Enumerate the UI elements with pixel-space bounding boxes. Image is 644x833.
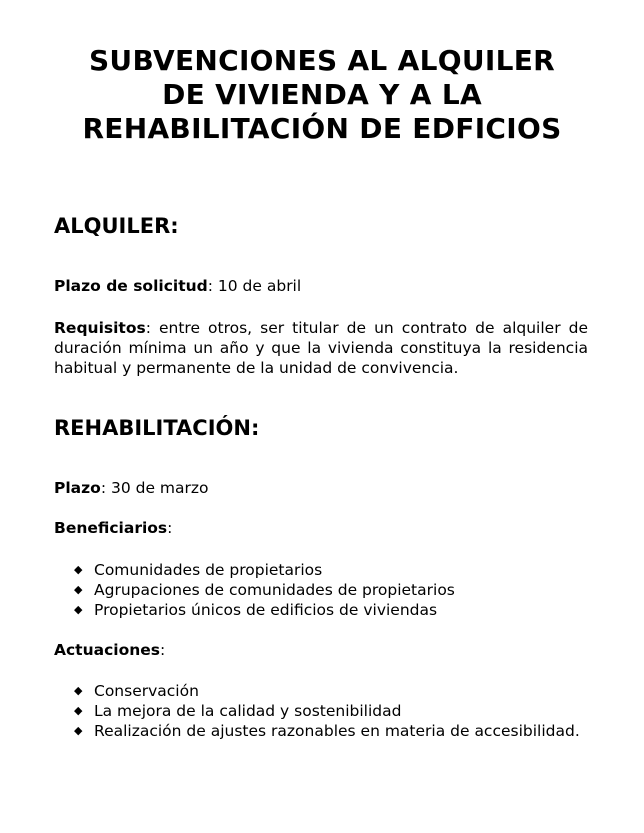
alquiler-requisitos-value: : entre otros, ser titular de un contrato de alquiler de duración mínima un año y que la vivienda constituya la residencia habitual y permanente de la unidad de convivencia.: [54, 319, 588, 377]
diamond-bullet-icon: ◆: [74, 583, 83, 596]
title-line-3: REHABILITACIÓN DE EDFICIOS: [82, 112, 562, 145]
list-item: [74, 580, 588, 600]
title-line-2: DE VIVIENDA Y A LA: [162, 78, 482, 111]
section-heading-alquiler: [54, 213, 179, 239]
list-item: [74, 721, 588, 741]
diamond-bullet-icon: ◆: [74, 684, 83, 697]
list-item-text: Agrupaciones de comunidades de propietarios: [94, 581, 455, 599]
alquiler-plazo: [54, 276, 588, 296]
diamond-bullet-icon: ◆: [74, 563, 83, 576]
section-heading-alquiler-text: ALQUILER: [54, 214, 171, 238]
rehabilitacion-plazo-value: : 30 de marzo: [100, 479, 209, 497]
alquiler-requisitos: [54, 318, 588, 378]
list-item: [74, 600, 588, 620]
diamond-bullet-icon: ◆: [74, 704, 83, 717]
list-item-text: Conservación: [94, 682, 199, 700]
rehabilitacion-plazo-label: Plazo: [54, 479, 101, 497]
list-item: [74, 560, 588, 580]
list-item: [74, 681, 588, 701]
diamond-bullet-icon: ◆: [74, 724, 83, 737]
title-line-1: SUBVENCIONES AL ALQUILER: [88, 44, 556, 77]
rehabilitacion-plazo: [54, 478, 588, 498]
diamond-bullet-icon: ◆: [74, 603, 83, 616]
actuaciones-list: [74, 681, 588, 741]
section-heading-rehabilitacion: [54, 415, 259, 441]
document-title: [40, 44, 604, 146]
section-heading-rehabilitacion-colon: :: [250, 416, 260, 440]
list-item-text: La mejora de la calidad y sostenibilidad: [94, 702, 402, 720]
actuaciones-heading: [54, 640, 588, 660]
beneficiarios-list: [74, 560, 588, 620]
beneficiarios-label: Beneficiarios: [54, 519, 168, 537]
alquiler-plazo-value: : 10 de abril: [207, 277, 302, 295]
actuaciones-label: Actuaciones: [54, 641, 161, 659]
alquiler-plazo-label: Plazo de solicitud: [54, 277, 208, 295]
section-heading-alquiler-colon: :: [170, 214, 179, 238]
beneficiarios-colon: :: [167, 519, 173, 537]
beneficiarios-heading: [54, 518, 588, 538]
actuaciones-colon: :: [160, 641, 166, 659]
list-item-text: Realización de ajustes razonables en materia de accesibilidad.: [94, 722, 580, 740]
list-item-text: Comunidades de propietarios: [94, 561, 323, 579]
alquiler-requisitos-label: Requisitos: [54, 319, 146, 337]
list-item-text: Propietarios únicos de edificios de viviendas: [94, 601, 438, 619]
section-heading-rehabilitacion-text: REHABILITACIÓN: [54, 416, 251, 440]
list-item: [74, 701, 588, 721]
